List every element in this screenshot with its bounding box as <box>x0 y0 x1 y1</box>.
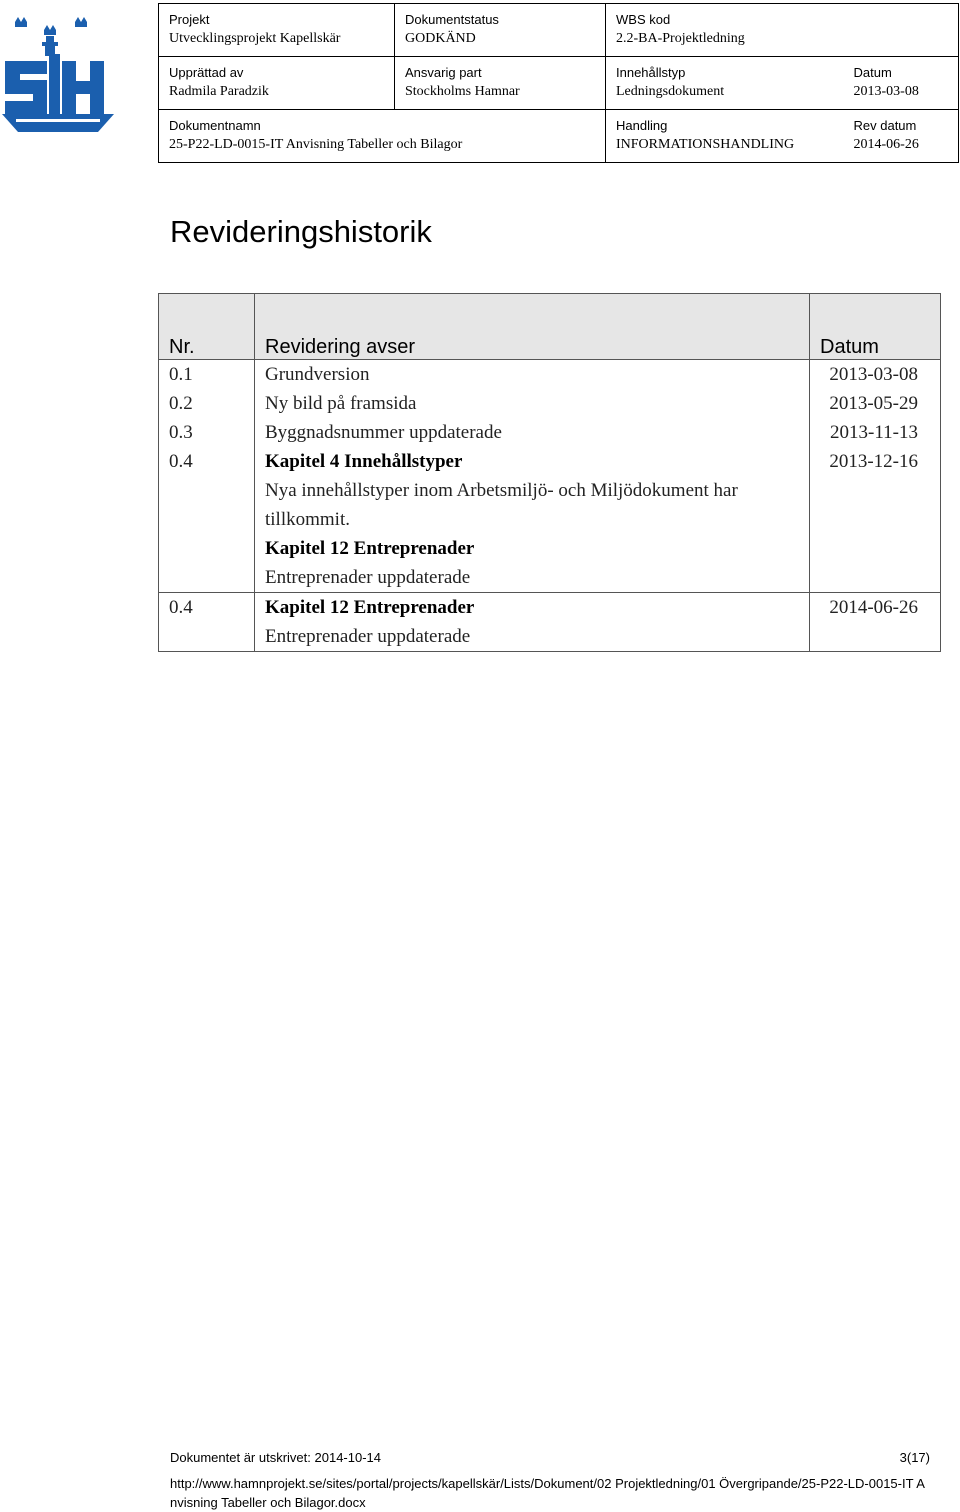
header-label: Innehållstyp <box>616 65 686 80</box>
header-cell-innehallstyp <box>606 57 844 110</box>
header-cell-upprattad-av <box>159 57 395 110</box>
column-header-nr: Nr. <box>159 294 255 360</box>
header-label: Ansvarig part <box>405 65 482 80</box>
header-cell-ansvarig-part <box>395 57 606 110</box>
footer-page-number: 3(17) <box>899 1450 930 1465</box>
header-cell-dokumentstatus <box>395 4 606 57</box>
header-value: 25-P22-LD-0015-IT Anvisning Tabeller och Bilagor <box>169 137 463 152</box>
revision-date: 2013-11-13 <box>810 418 941 447</box>
table-row <box>159 447 941 593</box>
document-header-table <box>158 3 959 163</box>
revision-description <box>255 447 810 593</box>
table-header-row <box>159 294 941 360</box>
header-row <box>159 57 959 110</box>
header-cell-projekt <box>159 4 395 57</box>
stockholms-hamnar-logo <box>2 16 114 132</box>
revision-line: Kapitel 12 Entreprenader <box>265 538 475 559</box>
table-row <box>159 593 941 652</box>
revision-description <box>255 418 810 447</box>
header-label: WBS kod <box>616 12 671 27</box>
table-row <box>159 418 941 447</box>
header-value: Radmila Paradzik <box>169 84 269 99</box>
revision-history-table <box>158 293 941 652</box>
header-label: Dokumentstatus <box>405 12 499 27</box>
header-label: Dokumentnamn <box>169 118 261 133</box>
header-label: Upprättad av <box>169 65 244 80</box>
header-value: 2.2-BA-Projektledning <box>616 31 745 46</box>
header-value: Stockholms Hamnar <box>405 84 520 99</box>
revision-date: 2013-12-16 <box>810 447 941 593</box>
revision-line: Kapitel 12 Entreprenader <box>265 597 475 618</box>
revision-nr: 0.2 <box>159 389 255 418</box>
header-row <box>159 110 959 163</box>
revision-line: Byggnadsnummer uppdaterade <box>265 422 502 443</box>
revision-line: Entreprenader uppdaterade <box>265 626 471 647</box>
table-row <box>159 360 941 390</box>
revision-description <box>255 389 810 418</box>
revision-description <box>255 593 810 652</box>
footer-printed-date: Dokumentet är utskrivet: 2014-10-14 <box>170 1450 381 1465</box>
header-label: Datum <box>853 65 892 80</box>
header-value: GODKÄND <box>405 31 476 46</box>
header-label: Rev datum <box>853 118 917 133</box>
header-label: Projekt <box>169 12 210 27</box>
header-value: 2013-03-08 <box>853 84 919 99</box>
header-row <box>159 4 959 57</box>
column-header-revidering: Revidering avser <box>255 294 810 360</box>
header-label: Handling <box>616 118 668 133</box>
revision-line: Nya innehållstyper inom Arbetsmiljö- och Miljödokument har tillkommit. <box>265 480 738 530</box>
revision-nr: 0.4 <box>159 593 255 652</box>
revision-description <box>255 360 810 390</box>
page-footer <box>170 1450 930 1512</box>
revision-line: Entreprenader uppdaterade <box>265 567 471 588</box>
revision-date: 2014-06-26 <box>810 593 941 652</box>
revision-date: 2013-05-29 <box>810 389 941 418</box>
revision-nr: 0.4 <box>159 447 255 593</box>
header-value: INFORMATIONSHANDLING <box>616 137 795 152</box>
header-cell-datum <box>844 57 959 110</box>
revision-date: 2013-03-08 <box>810 360 941 390</box>
table-row <box>159 389 941 418</box>
footer-document-url[interactable]: http://www.hamnprojekt.se/sites/portal/projects/kapellskär/Lists/Dokument/02 Projektledning/01 Övergripande/25-P22-LD-0015-IT Anvisning Tabeller och Bilagor.docx <box>170 1476 925 1510</box>
page-title: Revideringshistorik <box>170 214 432 249</box>
header-cell-rev-datum <box>844 110 959 163</box>
column-header-datum: Datum <box>810 294 941 360</box>
revision-line: Grundversion <box>265 364 370 385</box>
header-value: 2014-06-26 <box>853 137 919 152</box>
header-cell-wbs-kod <box>606 4 959 57</box>
revision-nr: 0.1 <box>159 360 255 390</box>
header-value: Ledningsdokument <box>616 84 725 99</box>
header-value: Utvecklingsprojekt Kapellskär <box>169 31 341 46</box>
footer-print-line <box>170 1450 930 1474</box>
revision-line: Kapitel 4 Innehållstyper <box>265 451 463 472</box>
header-cell-handling <box>606 110 844 163</box>
revision-nr: 0.3 <box>159 418 255 447</box>
header-cell-dokumentnamn <box>159 110 606 163</box>
revision-line: Ny bild på framsida <box>265 393 417 414</box>
